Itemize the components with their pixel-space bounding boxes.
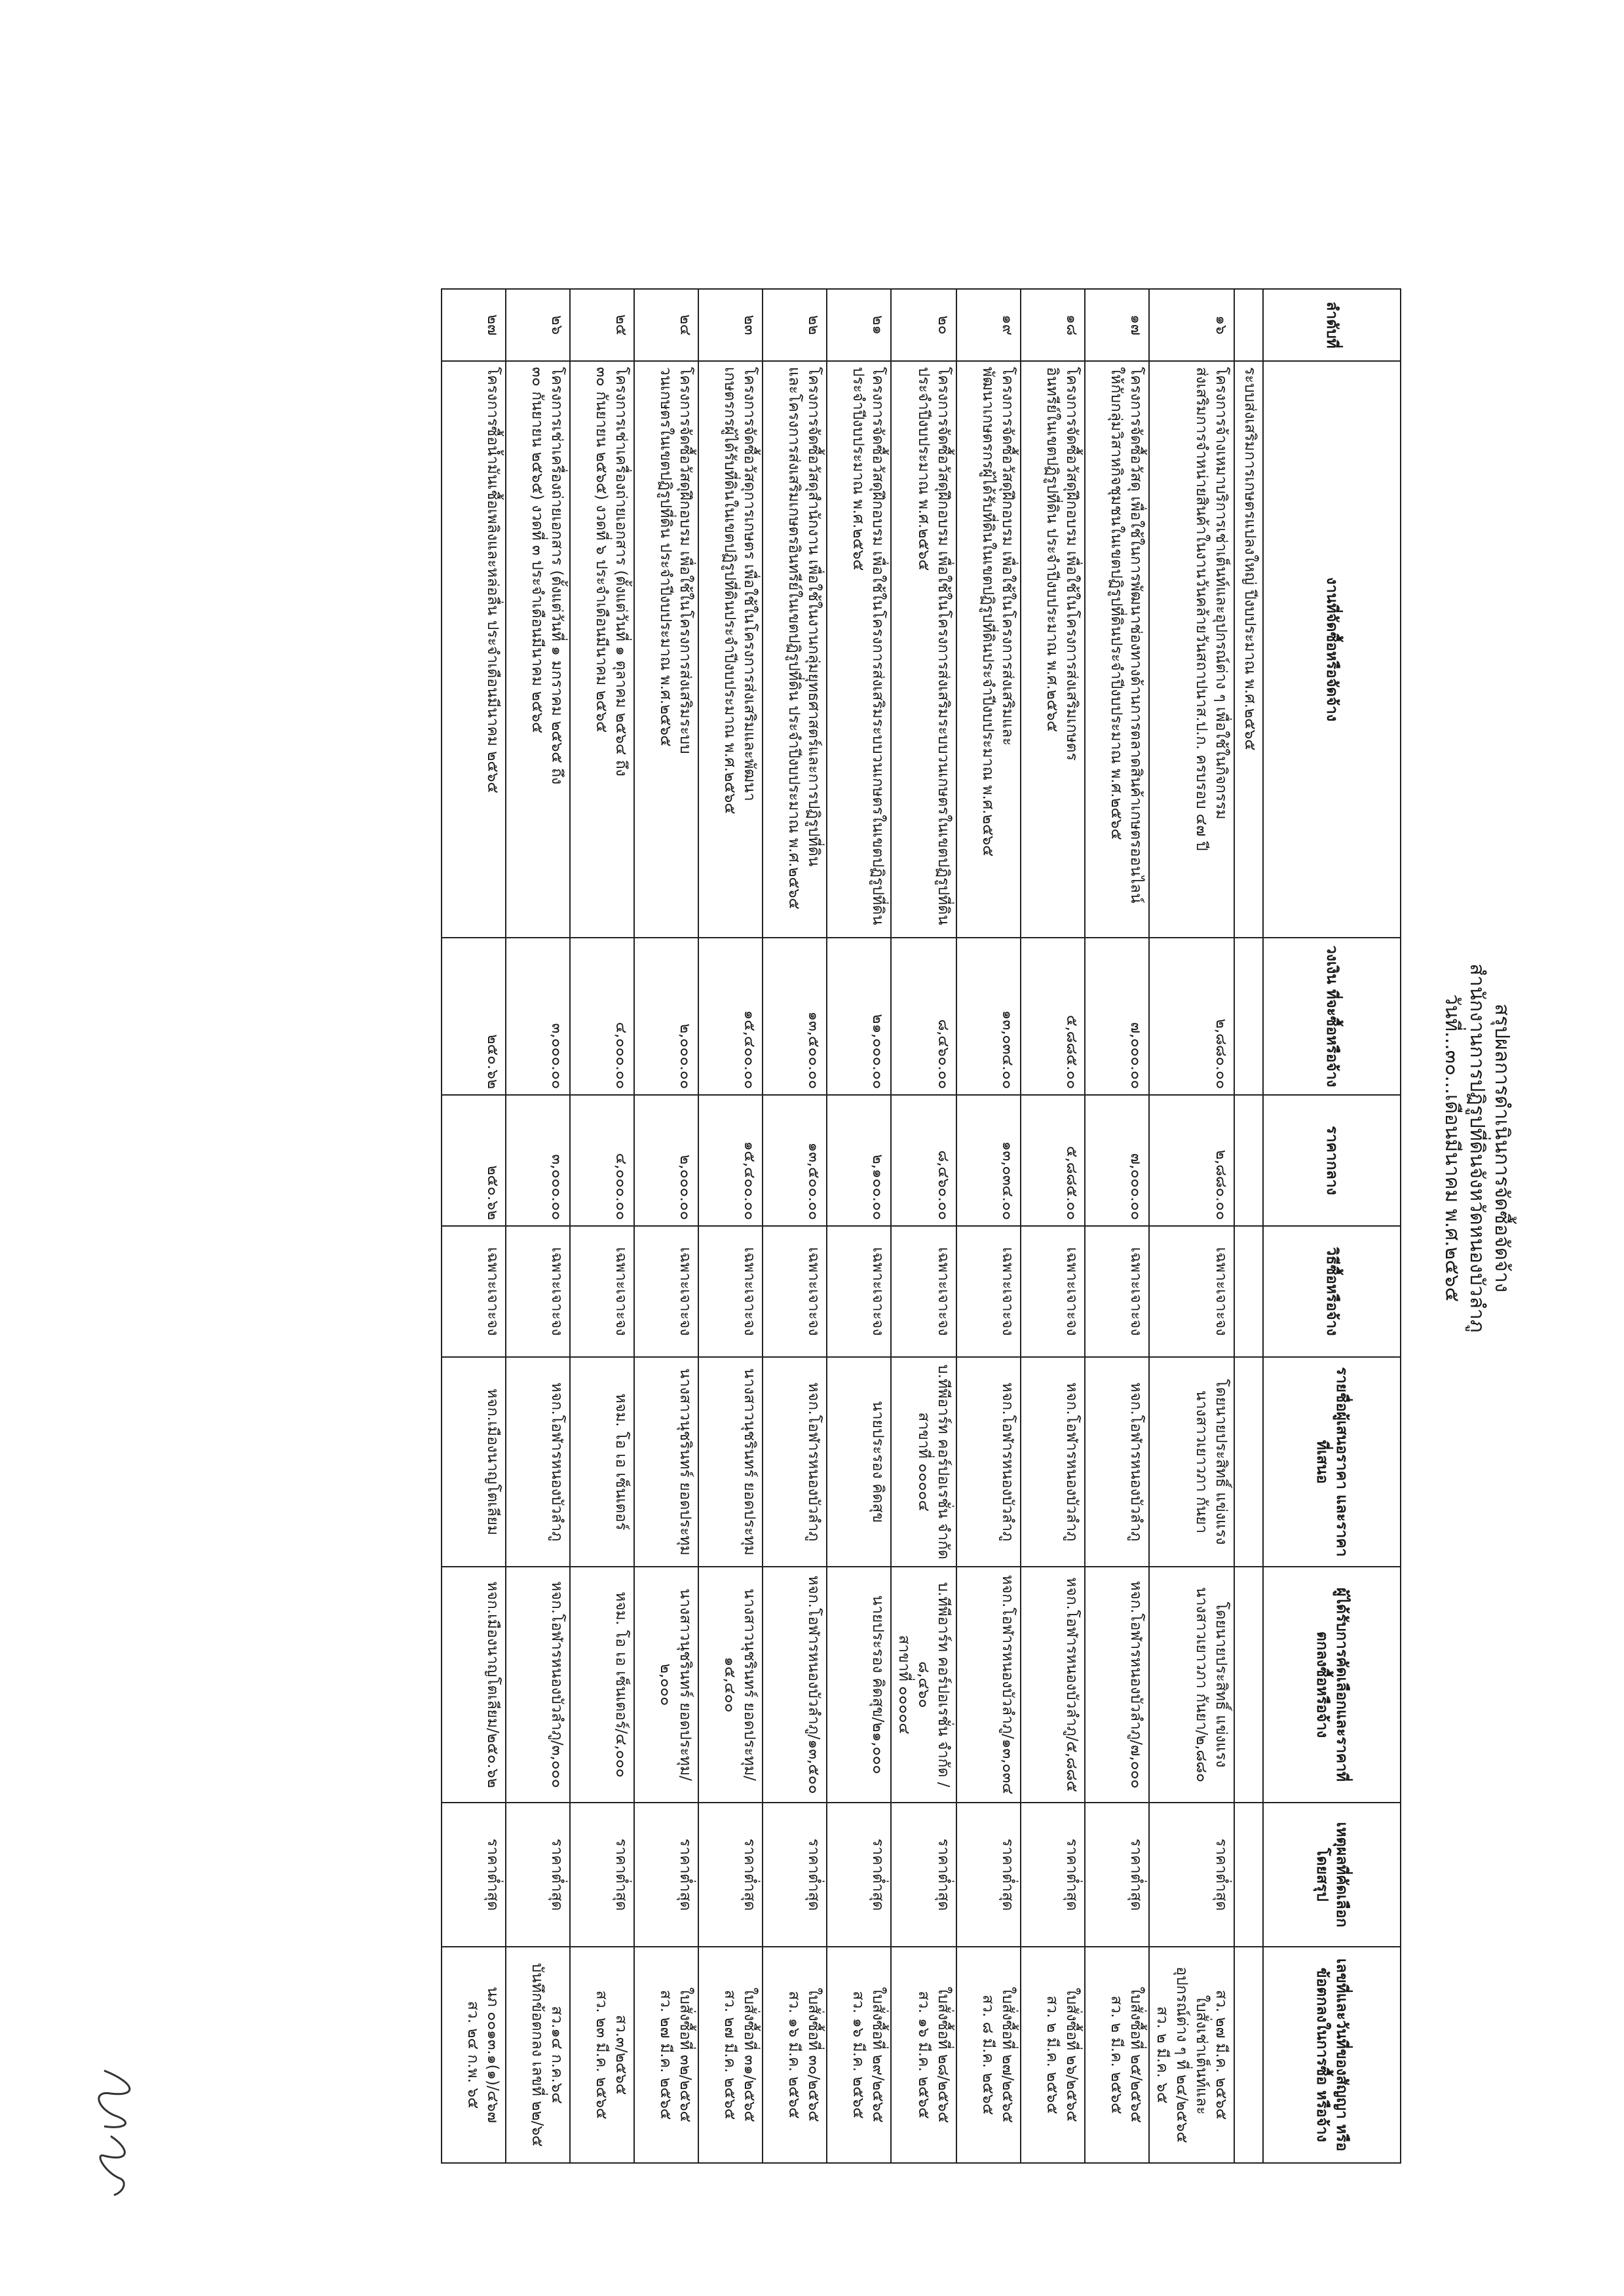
row-work-line: โครงการจัดซื้อวัสดุฝึกอบรม เพื่อใช้ในโครงการส่งเสริมเกษตร [1063, 367, 1080, 761]
row-work-line: ประจำปีงบประมาณ พ.ศ.๒๕๖๕ [850, 367, 867, 571]
row-contract-line: ใบสั่งซื้อที่ ๒๕/๒๕๖๕ [1127, 1987, 1144, 2123]
handwritten-signature [78, 2064, 150, 2208]
row-bidders [891, 1357, 956, 1567]
row-contract-line: นภ ๐๐๑๓.๑(๑)/๔๖๗ [484, 1986, 501, 2124]
row-median: ๒๕๐.๖๒ [442, 1095, 506, 1226]
row-contract-line: สว.๑๔ ก.ค.๖๔ [548, 2006, 565, 2104]
table-row [698, 289, 763, 2163]
row-budget: ๕,๘๘๕.๐๐ [1021, 938, 1085, 1095]
report-title: สรุปผลการดำเนินการจัดซื้อจัดจ้าง [1490, 1003, 1513, 1293]
continuation-row [1234, 289, 1263, 2163]
row-budget: ๘,๔๖๐.๐๐ [891, 938, 956, 1095]
row-contract-line: สว. ๒๔ ก.พ. ๖๕ [464, 2000, 482, 2109]
row-winner-line: นายประรอง คิดสุข/๒๑,๐๐๐ [869, 1595, 886, 1774]
row-work-line: ๓๐ กันยายน ๒๕๖๕) งวดที่ ๖ ประจำเดือนมีนาคม ๒๕๖๕ [593, 367, 610, 733]
row-reason: ราคาต่ำสุด [891, 1803, 956, 1947]
row-work-line: โครงการจัดซื้อวัสดุสำนักงาน เพื่อใช้ในงานกลุ่มยุทธศาสตร์และการปฏิรูปที่ดิน [805, 367, 822, 867]
row-contract [1085, 1947, 1149, 2163]
table-row [827, 289, 891, 2163]
row-no: ๒๕ [570, 289, 634, 361]
row-work-line: โครงการจัดซื้อวัสดุฝึกอบรม เพื่อใช้ในโครงการส่งเสริมและ [999, 367, 1016, 746]
row-contract-line: บันทึกข้อตกลง เลขที่ ๒๒/๖๕ [529, 1962, 546, 2147]
row-contract [570, 1947, 634, 2163]
row-work-line: โครงการเช่าเครื่องถ่ายเอกสาร (ตั้งแต่วันที่ ๑ มกราคม ๒๕๖๕ ถึง [548, 367, 565, 785]
row-contract-line: สว. ๒๓ มี.ค. ๒๕๖๕ [593, 1990, 610, 2120]
row-method: เฉพาะเจาะจง [442, 1226, 506, 1357]
row-bidders-line: หจก.โอฬารหนองบัวลำภู [548, 1382, 565, 1542]
row-winner [570, 1567, 634, 1803]
row-contract [1021, 1947, 1085, 2163]
col-header-budget: วงเงิน ที่จะซื้อหรือจ้าง [1263, 938, 1401, 1095]
row-no: ๒๗ [442, 289, 506, 361]
table-row [1021, 289, 1085, 2163]
row-bidders [1085, 1357, 1149, 1567]
table-row [891, 289, 956, 2163]
row-work-line: โครงการจัดซื้อวัสดุฝึกอบรม เพื่อใช้ในโครงการส่งเสริมระบบวนเกษตรในเขตปฏิรูปที่ดิน [869, 367, 886, 925]
row-contract-line: ใบสั่งซื้อที่ ๓๒/๒๕๖๕ [677, 1987, 694, 2123]
row-budget: ๑๓,๕๐๐.๐๐ [763, 938, 827, 1095]
row-work [827, 361, 891, 938]
row-no: ๒๖ [506, 289, 570, 361]
row-work-line: วนเกษตรในเขตปฏิรูปที่ดิน ประจำปีงบประมาณ พ.ศ.๒๕๖๕ [657, 367, 674, 747]
row-winner-line: หจม. โอ เอ เซ็นเตอร์/๔,๐๐๐ [613, 1592, 630, 1778]
col-header-reason: เหตุผลที่คัดเลือก โดยสรุป [1263, 1803, 1401, 1947]
row-method: เฉพาะเจาะจง [634, 1226, 698, 1357]
row-work-line: ส่งเสริมการจำหน่ายสินค้าในงานวันคล้ายวันสถาปนาส.ป.ก. ครบรอบ ๔๗ ปี [1193, 367, 1210, 851]
row-method: เฉพาะเจาะจง [1149, 1226, 1234, 1357]
row-no: ๒๒ [763, 289, 827, 361]
row-contract-line: สว. ๒๗ มี.ค. ๒๕๖๕ [1213, 1989, 1230, 2120]
row-contract-line: ใบสั่งซื้อที่ ๒๖/๒๕๖๕ [1063, 1987, 1080, 2122]
row-contract-line: ใบสั่งซื้อที่ ๓๐/๒๕๖๕ [805, 1987, 822, 2122]
row-bidders-line: โดยนายประสิทธิ์ แข่งแรง [1213, 1379, 1230, 1545]
row-winner [763, 1567, 827, 1803]
row-median: ๓,๐๐๐.๐๐ [506, 1095, 570, 1226]
row-bidders [442, 1357, 506, 1567]
row-winner-line: บ.ทีพีอาร์ท คอร์ปอเรชั่น จำกัด /๘,๔๖๐ [915, 1582, 952, 1788]
row-bidders-line: หจก.โอฬารหนองบัวลำภู [805, 1382, 822, 1542]
table-row [506, 289, 570, 2163]
row-reason: ราคาต่ำสุด [506, 1803, 570, 1947]
row-work [698, 361, 763, 938]
procurement-table [441, 288, 1401, 2164]
row-median: ๘,๔๖๐.๐๐ [891, 1095, 956, 1226]
row-work-line: โครงการเช่าเครื่องถ่ายเอกสาร (ตั้งแต่วันที่ ๑ ตุลาคม ๒๕๖๔ ถึง [613, 367, 630, 776]
row-method: เฉพาะเจาะจง [1085, 1226, 1149, 1357]
row-contract [956, 1947, 1021, 2163]
row-median: ๗,๐๐๐.๐๐ [1085, 1095, 1149, 1226]
row-winner-line: หจก.โอฬารหนองบัวลำภู/๗,๐๐๐ [1127, 1580, 1144, 1789]
row-no: ๑๙ [956, 289, 1021, 361]
row-work-line: และโครงการส่งเสริมเกษตรอินทรีย์ในเขตปฏิรูปที่ดิน ประจำปีงบประมาณ พ.ศ.๒๕๖๕ [785, 367, 803, 909]
row-method: เฉพาะเจาะจง [763, 1226, 827, 1357]
row-contract [891, 1947, 956, 2163]
row-contract-line: สว. ๑๖ มี.ค. ๒๕๖๕ [785, 1991, 803, 2119]
row-work [1085, 361, 1149, 938]
table-row [1149, 289, 1234, 2163]
row-method: เฉพาะเจาะจง [891, 1226, 956, 1357]
row-bidders [1021, 1357, 1085, 1567]
row-method: เฉพาะเจาะจง [956, 1226, 1021, 1357]
row-contract [634, 1947, 698, 2163]
col-header-method: วิธีซื้อหรือจ้าง [1263, 1226, 1401, 1357]
row-no: ๑๘ [1021, 289, 1085, 361]
row-bidders-line: นางสาวเยาวภา กันยา [1193, 1390, 1210, 1534]
row-median: ๒,๘๘๐.๐๐ [1149, 1095, 1234, 1226]
col-header-winner: ผู้ได้รับการคัดเลือกและราคาที่ ตกลงซื้อหรือจ้าง [1263, 1567, 1401, 1803]
table-row [763, 289, 827, 2163]
row-work [1149, 361, 1234, 938]
row-method: เฉพาะเจาะจง [698, 1226, 763, 1357]
row-no: ๒๑ [827, 289, 891, 361]
row-median: ๑๓,๐๓๔.๐๐ [956, 1095, 1021, 1226]
row-method: เฉพาะเจาะจง [570, 1226, 634, 1357]
row-budget: ๒,๘๘๐.๐๐ [1149, 938, 1234, 1095]
row-work [506, 361, 570, 938]
office-name: สำนักงานการปฏิรูปที่ดินจังหวัดหนองบัวลำภู [1465, 963, 1488, 1333]
row-contract-line: ใบสั่งซื้อที่ ๒๘/๒๕๖๕ [935, 1986, 952, 2124]
row-budget: ๒๕๐.๖๒ [442, 938, 506, 1095]
row-reason: ราคาต่ำสุด [570, 1803, 634, 1947]
row-contract-line: สว. ๘ มี.ค. ๒๕๖๕ [979, 1995, 996, 2115]
col-header-work: งานที่จัดซื้อหรือจัดจ้าง [1263, 361, 1401, 938]
row-bidders-line: หจก.โอฬารหนองบัวลำภู [999, 1382, 1016, 1542]
row-winner-line: นางสาวนุชรินทร์ ยอดประทุม/๒,๐๐๐ [657, 1588, 694, 1781]
table-row [442, 289, 506, 2163]
row-budget: ๒,๐๐๐.๐๐ [634, 938, 698, 1095]
row-bidders-line: หจก.โอฬารหนองบัวลำภู [1063, 1382, 1080, 1542]
row-bidders-line: หจก.เมืองนาญโตเลียม [484, 1388, 501, 1536]
table-row [570, 289, 634, 2163]
row-work [570, 361, 634, 938]
row-winner-line: หจก.โอฬารหนองบัวลำภู/๕,๘๘๕ [1063, 1577, 1080, 1792]
row-work [442, 361, 506, 938]
row-no: ๑๗ [1085, 289, 1149, 361]
row-contract-line: สว. ๒๗ มี.ค. ๒๕๖๕ [721, 1989, 738, 2120]
row-winner [506, 1567, 570, 1803]
row-no: ๑๖ [1149, 289, 1234, 361]
row-work-line: โครงการจ้างเหมาบริการเช่าเต็นท์และอุปกรณ์ต่าง ๆ เพื่อใช้ในกิจกรรม [1213, 367, 1230, 820]
row-work-line: ประจำปีงบประมาณ พ.ศ.๒๕๖๕ [915, 367, 932, 571]
row-method: เฉพาะเจาะจง [827, 1226, 891, 1357]
row-reason: ราคาต่ำสุด [634, 1803, 698, 1947]
row-budget: ๑๕,๔๐๐.๐๐ [698, 938, 763, 1095]
row-work [1021, 361, 1085, 938]
row-contract [827, 1947, 891, 2163]
row-winner-line: สาขาที่ ๐๐๐๐๔ [896, 1635, 913, 1734]
row-bidders-line: สาขาที่ ๐๐๐๐๔ [915, 1412, 932, 1512]
row-contract-line: ใบสั่งเช่าเต็นท์และ [1193, 1995, 1210, 2115]
row-budget: ๒๑,๐๐๐.๐๐ [827, 938, 891, 1095]
row-winner-line: หจก.โอฬารหนองบัวลำภู/๑๓,๐๓๔ [999, 1575, 1016, 1795]
table-body [442, 289, 1263, 2163]
row-bidders [1149, 1357, 1234, 1567]
row-no: ๒๓ [698, 289, 763, 361]
row-winner [891, 1567, 956, 1803]
row-bidders-line: หจม. โอ เอ เซ็นเตอร์ [613, 1393, 630, 1531]
row-bidders [570, 1357, 634, 1567]
row-reason: ราคาต่ำสุด [698, 1803, 763, 1947]
row-method: เฉพาะเจาะจง [506, 1226, 570, 1357]
row-bidders-line: หจก.โอฬารหนองบัวลำภู [1127, 1382, 1144, 1542]
row-reason: ราคาต่ำสุด [763, 1803, 827, 1947]
row-budget: ๔,๐๐๐.๐๐ [570, 938, 634, 1095]
col-header-contract: เลขที่และวันที่ของสัญญา หรือข้อตกลงในการซื้อ หรือจ้าง [1263, 1947, 1401, 2163]
continuation-text: ระบบส่งเสริมการเกษตรแปลงใหญ่ ปีงบประมาณ พ.ศ.๒๕๖๕ [1234, 361, 1263, 938]
row-no: ๒๔ [634, 289, 698, 361]
row-median: ๒,๐๐๐.๐๐ [634, 1095, 698, 1226]
row-bidders [763, 1357, 827, 1567]
table-row [1085, 289, 1149, 2163]
row-work-line: พัฒนาเกษตรกรผู้ได้รับที่ดินในเขตปฏิรูปที่ดินประจำปีงบประมาณ พ.ศ.๒๕๖๕ [979, 367, 996, 857]
row-median: ๔,๐๐๐.๐๐ [570, 1095, 634, 1226]
col-header-bidders: รายชื่อผู้เสนอราคา และราคาที่เสนอ [1263, 1357, 1401, 1567]
row-reason: ราคาต่ำสุด [956, 1803, 1021, 1947]
row-contract-line: สว. ๒ มี.ค. ๖๕ [1154, 2006, 1171, 2104]
row-contract-line: สว.๓/๒๕๖๕ [613, 2014, 630, 2095]
row-reason: ราคาต่ำสุด [1085, 1803, 1149, 1947]
row-reason: ราคาต่ำสุด [442, 1803, 506, 1947]
row-work-line: อินทรีย์ในเขตปฏิรูปที่ดิน ประจำปีงบประมาณ พ.ศ.๒๕๖๕ [1044, 367, 1061, 733]
row-bidders [956, 1357, 1021, 1567]
row-contract-line: สว. ๑๖ มี.ค. ๒๕๖๕ [915, 1991, 932, 2119]
table-row [956, 289, 1021, 2163]
row-winner-line: นางสาวเยาวภา กันยา/๒,๘๘๐ [1193, 1586, 1210, 1783]
row-winner [698, 1567, 763, 1803]
row-winner [1085, 1567, 1149, 1803]
row-contract-line: สว. ๑๖ มี.ค. ๒๕๖๕ [850, 1991, 867, 2119]
row-median: ๑๕,๔๐๐.๐๐ [698, 1095, 763, 1226]
row-budget: ๗,๐๐๐.๐๐ [1085, 938, 1149, 1095]
table-row [634, 289, 698, 2163]
row-work-line: ให้กับกลุ่มวิสาหกิจชุมชนในเขตปฏิรูปที่ดินประจำปีงบประมาณ พ.ศ.๒๕๖๕ [1108, 367, 1125, 841]
row-bidders [634, 1357, 698, 1567]
row-winner [1149, 1567, 1234, 1803]
report-date: วันที่...๓๐...เดือนมีนาคม พ.ศ.๒๕๖๕ [1441, 993, 1463, 1303]
row-work-line: โครงการจัดซื้อวัสดุการเกษตร เพื่อใช้ในโครงการส่งเสริมและพัฒนา [741, 367, 758, 801]
row-contract-line: ใบสั่งซื้อที่ ๒๙/๒๕๖๕ [869, 1987, 886, 2123]
row-work-line: เกษตรกรผู้ได้รับที่ดินในเขตปฏิรูปที่ดินประจำปีงบประมาณ พ.ศ.๒๕๖๕ [721, 367, 738, 814]
row-contract-line: อุปกรณ์ต่าง ๆ ที่ ๒๔/๒๕๖๕ [1173, 1966, 1190, 2143]
row-bidders-line: นางสาวนุชรินทร์ ยอดประทุม [741, 1368, 758, 1556]
row-winner [1021, 1567, 1085, 1803]
row-contract-line: ใบสั่งซื้อที่ ๓๑/๒๕๖๕ [741, 1987, 758, 2122]
row-winner-line: หจก.เมืองนาญโตเลียม/๒๕๐.๖๒ [484, 1581, 501, 1788]
row-work [763, 361, 827, 938]
row-budget: ๓,๐๐๐.๐๐ [506, 938, 570, 1095]
row-bidders [506, 1357, 570, 1567]
row-median: ๑๓,๕๐๐.๐๐ [763, 1095, 827, 1226]
row-work-line: โครงการซื้อน้ำมันเชื้อเพลิงและหล่อลื่น ประจำเดือนมีนาคม ๒๕๖๕ [484, 367, 501, 794]
row-contract [506, 1947, 570, 2163]
row-winner-line: หจก.โอฬารหนองบัวลำภู/๓,๐๐๐ [548, 1581, 565, 1788]
row-contract-line: สว. ๒๗ มี.ค. ๒๕๖๕ [657, 1989, 674, 2120]
col-header-median: ราคากลาง [1263, 1095, 1401, 1226]
row-bidders-line: นายประรอง คิดสุข [869, 1400, 886, 1523]
row-method: เฉพาะเจาะจง [1021, 1226, 1085, 1357]
row-bidders [827, 1357, 891, 1567]
row-reason: ราคาต่ำสุด [827, 1803, 891, 1947]
row-work [891, 361, 956, 938]
row-winner-line: โดยนายประสิทธิ์ แข่งแรง [1213, 1601, 1230, 1768]
row-reason: ราคาต่ำสุด [1021, 1803, 1085, 1947]
row-work [634, 361, 698, 938]
row-contract [442, 1947, 506, 2163]
row-winner [634, 1567, 698, 1803]
table-header-row [1263, 289, 1401, 2163]
row-bidders-line: นางสาวนุชรินทร์ ยอดประทุม [677, 1368, 694, 1556]
row-contract-line: สว. ๒ มี.ค. ๒๕๖๕ [1044, 1995, 1061, 2114]
row-median: ๕,๘๘๕.๐๐ [1021, 1095, 1085, 1226]
row-bidders-line: บ.ทีพีอาร์ท คอร์ปอเรชั่น จำกัด [935, 1364, 952, 1559]
row-contract [1149, 1947, 1234, 2163]
row-work-line: ๓๐ กันยายน ๒๕๖๕) งวดที่ ๓ ประจำเดือนมีนาคม ๒๕๖๕ [529, 367, 546, 734]
row-bidders [698, 1357, 763, 1567]
col-header-no: ลำดับที่ [1263, 289, 1401, 361]
row-work-line: โครงการจัดซื้อวัสดุ เพื่อใช้ในการพัฒนาช่องทางด้านการตลาดสินค้าเกษตรออนไลน์ [1127, 367, 1144, 904]
row-winner [956, 1567, 1021, 1803]
row-work [956, 361, 1021, 938]
row-winner [827, 1567, 891, 1803]
row-no: ๒๐ [891, 289, 956, 361]
row-work-line: โครงการจัดซื้อวัสดุฝึกอบรม เพื่อใช้ในโครงการส่งเสริมระบบวนเกษตรในเขตปฏิรูปที่ดิน [935, 367, 952, 925]
row-winner [442, 1567, 506, 1803]
row-winner-line: นางสาวนุชรินทร์ ยอดประทุม/๑๕,๔๐๐ [721, 1588, 758, 1781]
row-contract [698, 1947, 763, 2163]
row-contract [763, 1947, 827, 2163]
row-reason: ราคาต่ำสุด [1149, 1803, 1234, 1947]
row-median: ๒,๑๐๐.๐๐ [827, 1095, 891, 1226]
row-winner-line: หจก.โอฬารหนองบัวลำภู/๑๓,๕๐๐ [805, 1575, 822, 1794]
row-work-line: โครงการจัดซื้อวัสดุฝึกอบรม เพื่อใช้ในโครงการส่งเสริมระบบ [677, 367, 694, 754]
row-contract-line: ใบสั่งซื้อที่ ๒๗/๒๕๖๕ [999, 1987, 1016, 2123]
row-budget: ๑๓,๐๓๔.๐๐ [956, 938, 1021, 1095]
row-contract-line: สว. ๒ มี.ค. ๒๕๖๕ [1108, 1995, 1125, 2114]
